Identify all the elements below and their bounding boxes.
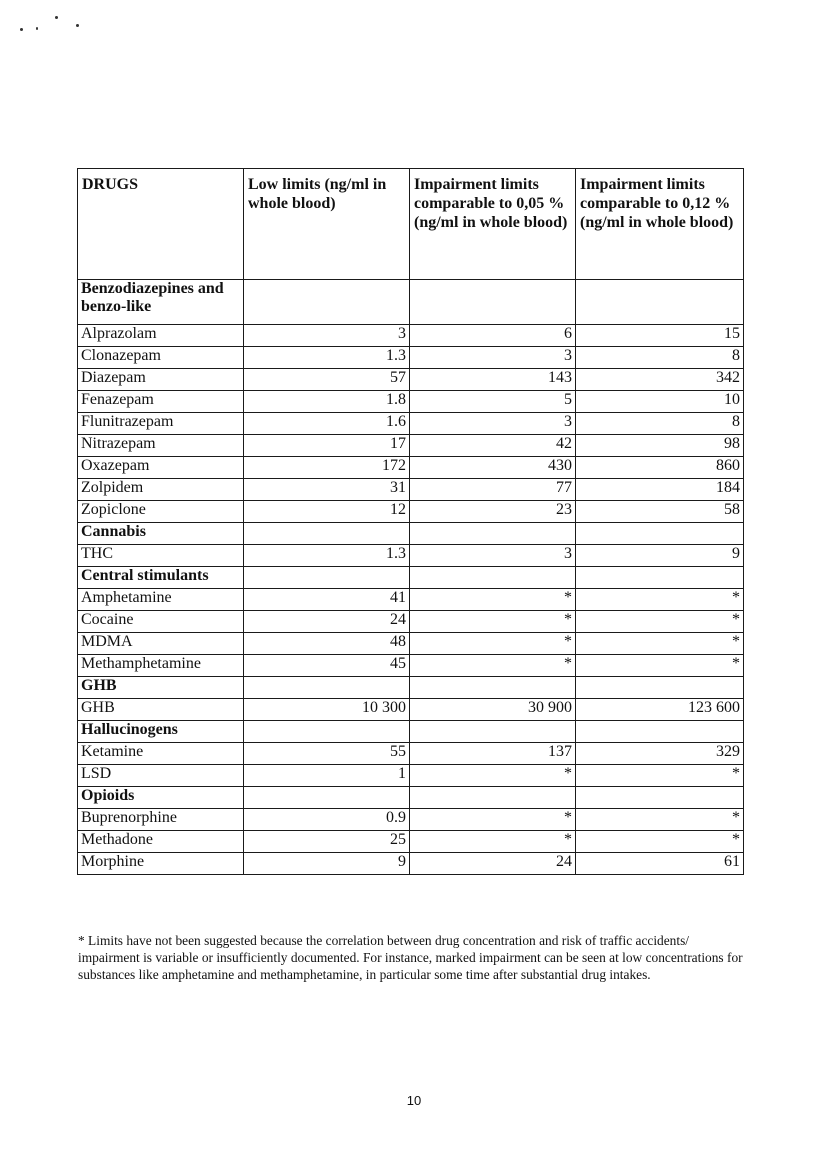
value-cell: *: [410, 611, 576, 633]
value-cell: 77: [410, 479, 576, 501]
table-group-row: [78, 280, 744, 325]
value-cell: *: [410, 589, 576, 611]
drug-name-cell: Cocaine: [78, 611, 244, 633]
value-cell: [576, 523, 744, 545]
value-cell: [244, 280, 410, 325]
drug-name-cell: LSD: [78, 765, 244, 787]
value-cell: 137: [410, 743, 576, 765]
drug-name-cell: GHB: [78, 677, 244, 699]
table-row: [78, 611, 744, 633]
footnote: * Limits have not been suggested because the correlation between drug concentration and risk of traffic accidents/ impairment is variable or insufficiently documented. For instance, marked impairment can be seen at low concentrations for substances like amphetamine and methamphetamine, in particular some time after substantial drug intakes.: [78, 933, 743, 982]
table-row: [78, 479, 744, 501]
value-cell: 9: [576, 545, 744, 567]
value-cell: [576, 721, 744, 743]
value-cell: 184: [576, 479, 744, 501]
table-row: [78, 831, 744, 853]
table-row: [78, 413, 744, 435]
table-body: [78, 280, 744, 875]
header-drugs: DRUGS: [78, 169, 244, 280]
drug-name-cell: Zopiclone: [78, 501, 244, 523]
value-cell: 0.9: [244, 809, 410, 831]
value-cell: *: [576, 831, 744, 853]
value-cell: 1.3: [244, 545, 410, 567]
drug-name-cell: Flunitrazepam: [78, 413, 244, 435]
drug-name-cell: GHB: [78, 699, 244, 721]
page-number: 10: [406, 1093, 422, 1108]
drug-name-cell: Fenazepam: [78, 391, 244, 413]
header-impairment-005: Impairment limits comparable to 0,05 % (ng/ml in whole blood): [410, 169, 576, 280]
drug-name-cell: Zolpidem: [78, 479, 244, 501]
header-low-limits: Low limits (ng/ml in whole blood): [244, 169, 410, 280]
value-cell: [410, 787, 576, 809]
value-cell: *: [576, 589, 744, 611]
value-cell: [244, 677, 410, 699]
drug-name-cell: MDMA: [78, 633, 244, 655]
scan-specks: [18, 14, 88, 36]
drug-name-cell: Buprenorphine: [78, 809, 244, 831]
value-cell: [244, 523, 410, 545]
value-cell: 1.8: [244, 391, 410, 413]
value-cell: 3: [410, 347, 576, 369]
table-row: [78, 391, 744, 413]
value-cell: [244, 787, 410, 809]
value-cell: 1.3: [244, 347, 410, 369]
drug-name-cell: Ketamine: [78, 743, 244, 765]
table-row: [78, 369, 744, 391]
table-header-row: [78, 169, 744, 280]
value-cell: 55: [244, 743, 410, 765]
drug-name-cell: Oxazepam: [78, 457, 244, 479]
value-cell: 1.6: [244, 413, 410, 435]
value-cell: 12: [244, 501, 410, 523]
table-row: [78, 435, 744, 457]
value-cell: 45: [244, 655, 410, 677]
drug-name-cell: Hallucinogens: [78, 721, 244, 743]
table-row: [78, 809, 744, 831]
value-cell: 3: [410, 545, 576, 567]
value-cell: [244, 567, 410, 589]
value-cell: 58: [576, 501, 744, 523]
value-cell: [410, 567, 576, 589]
value-cell: *: [410, 633, 576, 655]
table-group-row: [78, 523, 744, 545]
value-cell: [576, 787, 744, 809]
drug-name-cell: Morphine: [78, 853, 244, 875]
value-cell: *: [410, 809, 576, 831]
value-cell: 329: [576, 743, 744, 765]
value-cell: 3: [410, 413, 576, 435]
table-row: [78, 699, 744, 721]
value-cell: *: [410, 831, 576, 853]
table-row: [78, 765, 744, 787]
value-cell: 123 600: [576, 699, 744, 721]
drug-name-cell: Methadone: [78, 831, 244, 853]
drug-name-cell: Central stimulants: [78, 567, 244, 589]
value-cell: 57: [244, 369, 410, 391]
value-cell: 25: [244, 831, 410, 853]
header-impairment-012: Impairment limits comparable to 0,12 % (ng/ml in whole blood): [576, 169, 744, 280]
value-cell: [576, 567, 744, 589]
value-cell: *: [576, 633, 744, 655]
value-cell: [576, 677, 744, 699]
value-cell: 342: [576, 369, 744, 391]
value-cell: 172: [244, 457, 410, 479]
value-cell: 41: [244, 589, 410, 611]
value-cell: 8: [576, 413, 744, 435]
value-cell: [410, 523, 576, 545]
value-cell: 9: [244, 853, 410, 875]
table-row: [78, 545, 744, 567]
value-cell: 61: [576, 853, 744, 875]
value-cell: 24: [410, 853, 576, 875]
table-group-row: [78, 787, 744, 809]
value-cell: 6: [410, 325, 576, 347]
value-cell: 98: [576, 435, 744, 457]
value-cell: 48: [244, 633, 410, 655]
table-row: [78, 325, 744, 347]
table-row: [78, 655, 744, 677]
table-row: [78, 743, 744, 765]
value-cell: 30 900: [410, 699, 576, 721]
value-cell: 24: [244, 611, 410, 633]
value-cell: [576, 280, 744, 325]
value-cell: *: [576, 655, 744, 677]
drug-name-cell: Benzodiazepines and benzo-like: [78, 280, 244, 325]
value-cell: 23: [410, 501, 576, 523]
value-cell: 1: [244, 765, 410, 787]
value-cell: 8: [576, 347, 744, 369]
drug-name-cell: Opioids: [78, 787, 244, 809]
drug-name-cell: Alprazolam: [78, 325, 244, 347]
value-cell: *: [576, 809, 744, 831]
value-cell: *: [410, 655, 576, 677]
table-group-row: [78, 721, 744, 743]
value-cell: 10 300: [244, 699, 410, 721]
value-cell: 143: [410, 369, 576, 391]
value-cell: 430: [410, 457, 576, 479]
drug-limits-table: [77, 168, 744, 875]
table-row: [78, 589, 744, 611]
value-cell: [244, 721, 410, 743]
drug-name-cell: Nitrazepam: [78, 435, 244, 457]
drug-name-cell: Clonazepam: [78, 347, 244, 369]
value-cell: *: [410, 765, 576, 787]
drug-name-cell: Cannabis: [78, 523, 244, 545]
value-cell: *: [576, 765, 744, 787]
table-row: [78, 501, 744, 523]
value-cell: [410, 677, 576, 699]
value-cell: 15: [576, 325, 744, 347]
value-cell: 860: [576, 457, 744, 479]
value-cell: 3: [244, 325, 410, 347]
drug-name-cell: Diazepam: [78, 369, 244, 391]
table-group-row: [78, 677, 744, 699]
value-cell: 42: [410, 435, 576, 457]
value-cell: [410, 721, 576, 743]
value-cell: 5: [410, 391, 576, 413]
value-cell: [410, 280, 576, 325]
table-row: [78, 457, 744, 479]
drug-name-cell: Methamphetamine: [78, 655, 244, 677]
value-cell: 17: [244, 435, 410, 457]
drug-name-cell: THC: [78, 545, 244, 567]
table-row: [78, 347, 744, 369]
value-cell: *: [576, 611, 744, 633]
table-row: [78, 853, 744, 875]
table-row: [78, 633, 744, 655]
value-cell: 10: [576, 391, 744, 413]
drug-name-cell: Amphetamine: [78, 589, 244, 611]
table-group-row: [78, 567, 744, 589]
value-cell: 31: [244, 479, 410, 501]
